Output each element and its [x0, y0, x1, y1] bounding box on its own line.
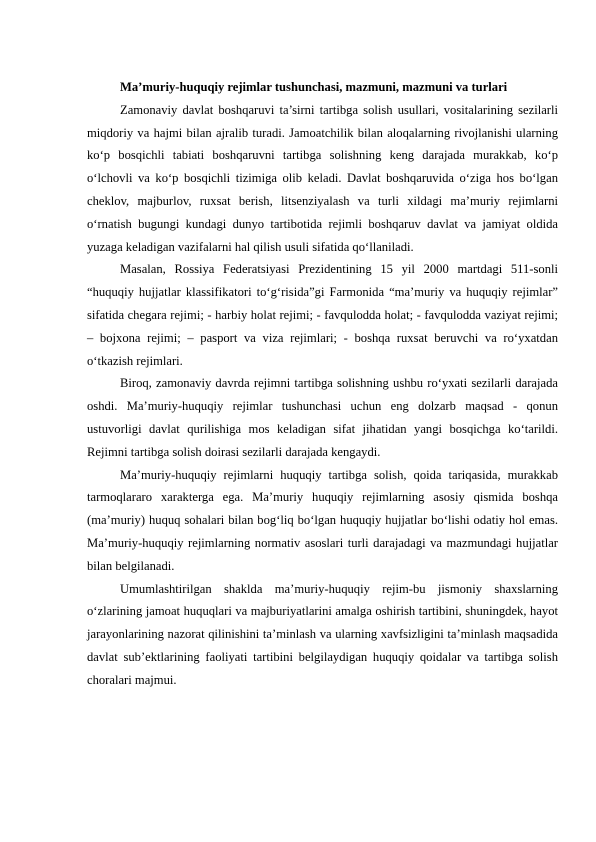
- paragraph-4: Ma’muriy-huquqiy rejimlarni huquqiy tartibga solish, qoida tariqasida, murakkab tarmoqlararo xarakterga ega. Ma’muriy huquqiy rejimlarning asosiy qismida boshqa (ma’muriy) huquq sohalari bilan bog‘liq bo‘lgan huquqiy hujjatlar bo‘lishi odatiy hol emas. Ma’muriy-huquqiy rejimlarning normativ asoslari turli darajadagi va mazmundagi hujjatlar bilan belgilanadi.: [87, 467, 558, 573]
- paragraph-3: Biroq, zamonaviy davrda rejimni tartibga solishning ushbu ro‘yxati sezilarli darajada oshdi. Ma’muriy-huquqiy rejimlar tushunchasi uchun eng dolzarb maqsad - qonun ustuvorligi davlat qurilishiga mos keladigan sifat jihatidan yangi bosqichga ko‘tarildi. Rejimni tartibga solish doirasi sezilarli darajada kengaydi.: [87, 376, 558, 459]
- paragraph-1: Zamonaviy davlat boshqaruvi ta’sirni tartibga solish usullari, vositalarining sezilarli miqdoriy va hajmi bilan ajralib turadi. Jamoatchilik bilan aloqalarning rivojlanishi ularning ko‘p bosqichli tabiati boshqaruvni tartibga solishning keng darajada murakkab, ko‘p o‘lchovli va ko‘p bosqichli tizimiga olib keladi. Davlat boshqaruvida o‘ziga hos bo‘lgan cheklov, majburlov, ruxsat berish, litsenziyalash va turli xildagi ma’muriy rejimlarni o‘rnatish bugungi kundagi dunyo tartibotida rejimli boshqaruv davlat va jamiyat oldida yuzaga keladigan vazifalarni hal qilish usuli sifatida qo‘llaniladi.: [87, 102, 558, 254]
- paragraph-5: Umumlashtirilgan shaklda ma’muriy-huquqiy rejim-bu jismoniy shaxslarning o‘zlarining jamoat huquqlari va majburiyatlarini amalga oshirish tartibini, shuningdek, hayot jarayonlarining nazorat qilinishini ta’minlash va ularning xavfsizligini ta’minlash maqsadida davlat sub’ektlarining faoliyati tartibini belgilaydigan huquqiy qoidalar va tartibga solish choralari majmui.: [87, 581, 558, 687]
- document-page: [87, 76, 558, 692]
- section-heading: Ma’muriy-huquqiy rejimlar tushunchasi, mazmuni, mazmuni va turlari: [120, 80, 508, 94]
- paragraph-2: Masalan, Rossiya Federatsiyasi Prezidentining 15 yil 2000 martdagi 511-sonli “huquqiy hujjatlar klassifikatori to‘g‘risida”gi Farmonida “ma’muriy va huquqiy rejimlar” sifatida chegara rejimi; - harbiy holat rejimi; - favqulodda holat; - favqulodda vaziyat rejimi; – bojxona rejimi; – pasport va viza rejimlari; - boshqa ruxsat beruvchi va ro‘yxatdan o‘tkazish rejimlari.: [87, 262, 558, 368]
